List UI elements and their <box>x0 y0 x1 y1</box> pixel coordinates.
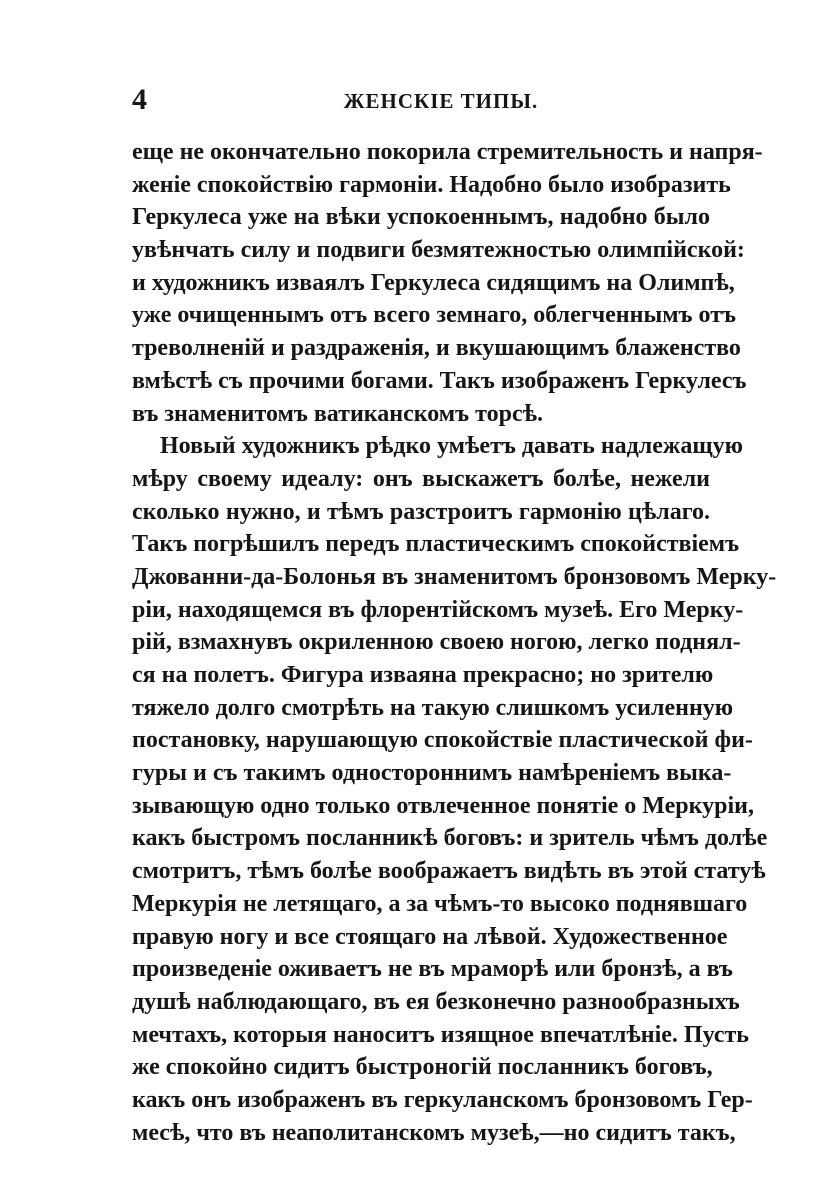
text-line: душѣ наблюдающаго, въ ея безконечно разнообразныхъ <box>132 988 740 1015</box>
text-line: какъ онъ изображенъ въ геркуланскомъ бронзовомъ Гер- <box>132 1086 753 1113</box>
text-line: произведеніе оживаетъ не въ мраморѣ или бронзѣ, а въ <box>132 956 733 983</box>
text-line: ся на полетъ. Фигура изваяна прекрасно; но зрителю <box>132 662 714 688</box>
text-line: сколько нужно, и тѣмъ разстроитъ гармонію цѣлаго. <box>132 498 710 525</box>
text-line: тяжело долго смотрѣть на такую слишкомъ усиленную <box>132 694 734 721</box>
text-line: зывающую одно только отвлеченное понятіе о Меркуріи, <box>132 792 754 819</box>
text-line: женіе спокойствію гармоніи. Надобно было изобразить <box>132 171 731 198</box>
text-line: Меркурія не летящаго, а за чѣмъ-то высоко поднявшаго <box>132 890 748 917</box>
text-line: мечтахъ, которыя наноситъ изящное впечатлѣніе. Пусть <box>132 1021 749 1048</box>
running-title: ЖЕНСКІЕ ТИПЫ. <box>343 89 539 113</box>
text-line: уже очищеннымъ отъ всего земнаго, облегченнымъ отъ <box>132 302 737 329</box>
text-line: мѣру своему идеалу: онъ выскажетъ болѣе, нежели <box>132 465 710 492</box>
text-line: вмѣстѣ съ прочими богами. Такъ изображенъ Геркулесъ <box>132 367 747 394</box>
text-line: Геркулеса уже на вѣки успокоеннымъ, надобно было <box>132 204 710 231</box>
text-line: какъ быстромъ посланникѣ боговъ: и зритель чѣмъ долѣе <box>132 825 768 852</box>
text-line: треволненій и раздраженія, и вкушающимъ блаженство <box>132 335 741 362</box>
body-text <box>132 136 777 1149</box>
text-line: постановку, нарушающую спокойствіе пластической фи- <box>132 727 753 754</box>
paragraph <box>132 430 777 1149</box>
text-line: въ знаменитомъ ватиканскомъ торсѣ. <box>132 400 544 427</box>
text-line: же спокойно сидитъ быстроногій посланникъ боговъ, <box>132 1054 713 1081</box>
page-number: 4 <box>132 83 147 116</box>
page-header <box>132 82 710 122</box>
paragraph <box>132 136 763 430</box>
text-line: еще не окончательно покорила стремительность и напря- <box>132 139 763 165</box>
text-line: рій, взмахнувъ окриленною своею ногою, легко поднял- <box>132 629 741 656</box>
text-line: Такъ погрѣшилъ передъ пластическимъ спокойствіемъ <box>132 531 740 558</box>
text-line: Джованни-да-Болонья въ знаменитомъ бронзовомъ Мерку- <box>132 563 777 590</box>
text-line: месѣ, что въ неаполитанскомъ музеѣ,—но сидитъ такъ, <box>132 1119 736 1146</box>
text-line: Новый художникъ рѣдко умѣетъ давать надлежащую <box>160 433 743 460</box>
text-line: ріи, находящемся въ флорентійскомъ музеѣ. Его Мерку- <box>132 596 744 623</box>
text-line: правую ногу и все стоящаго на лѣвой. Художественное <box>132 923 728 950</box>
text-line: гуры и съ такимъ одностороннимъ намѣреніемъ выка- <box>132 760 732 787</box>
text-line: увѣнчать силу и подвиги безмятежностью олимпійской: <box>132 237 745 264</box>
text-line: и художникъ изваялъ Геркулеса сидящимъ на Олимпѣ, <box>132 269 735 296</box>
text-line: смотритъ, тѣмъ болѣе воображаетъ видѣть въ этой статуѣ <box>132 858 766 885</box>
